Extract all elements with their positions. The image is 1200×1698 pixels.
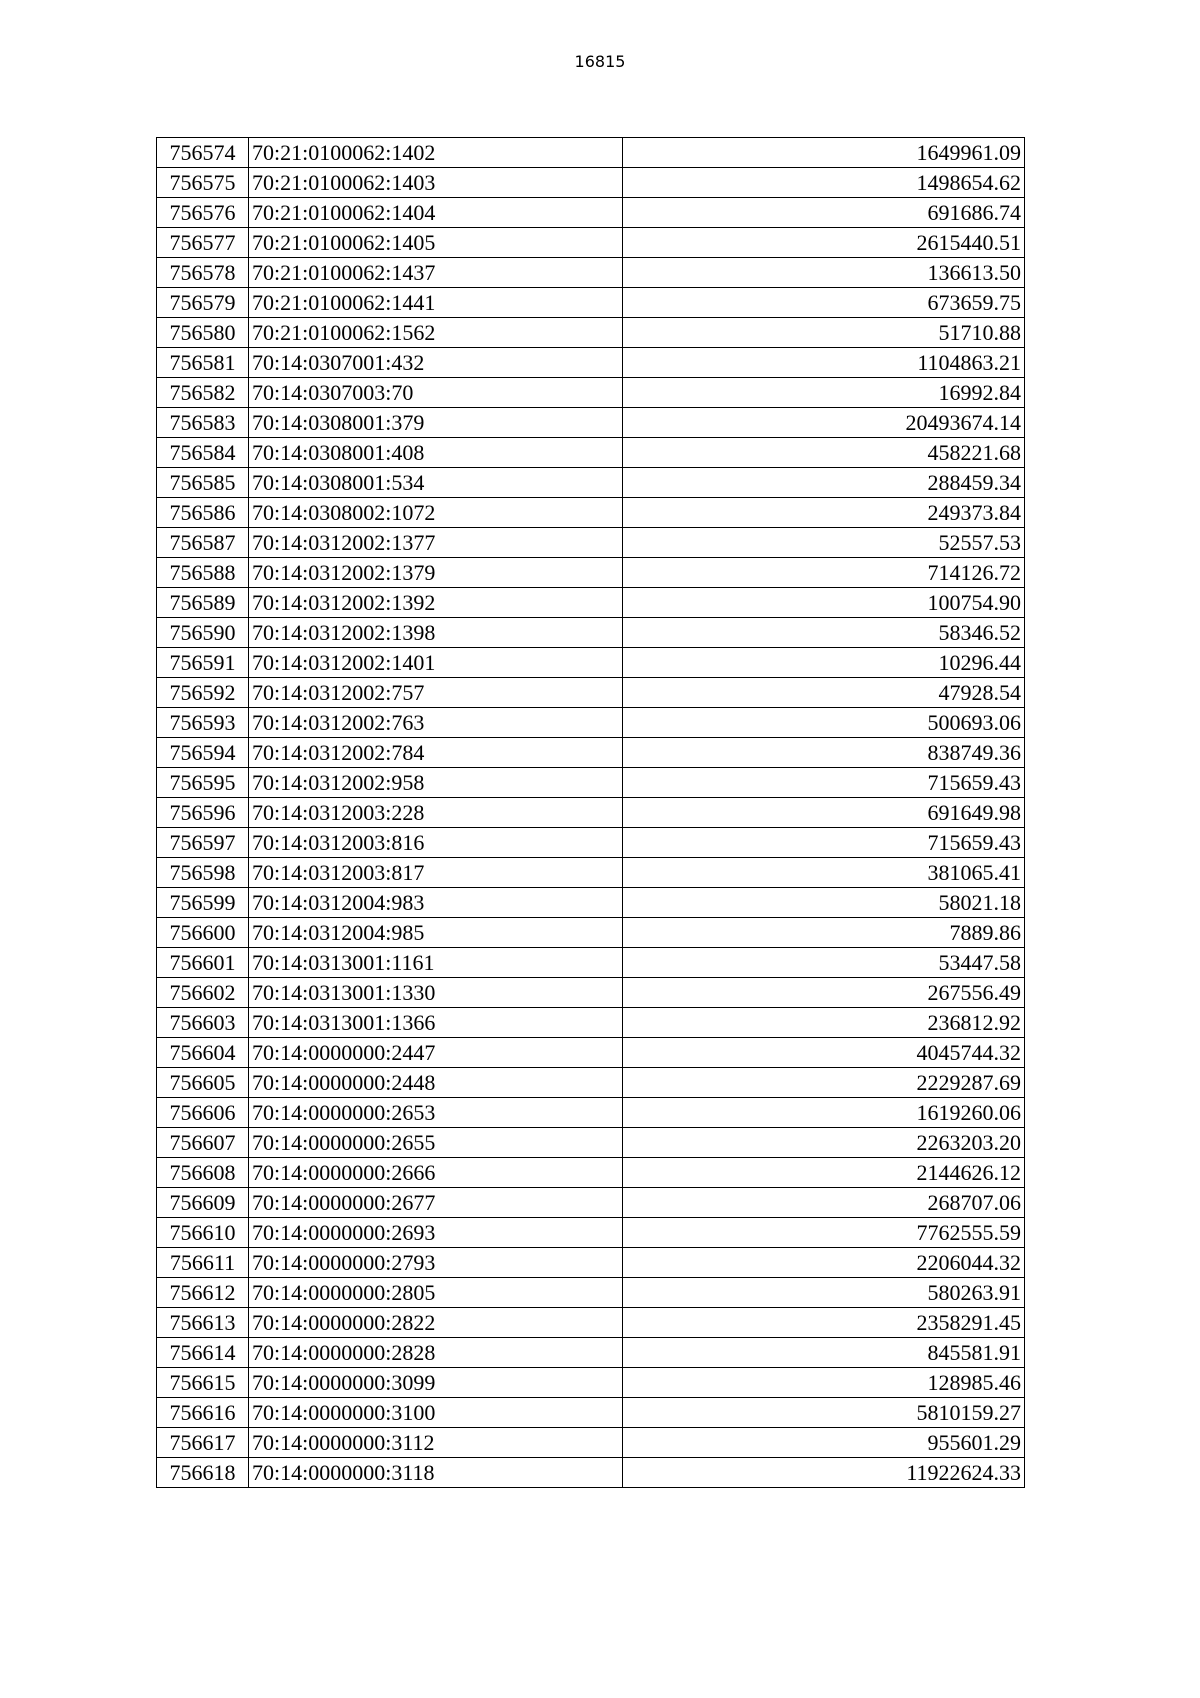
cadastral-number-cell: 70:14:0308001:408 (249, 438, 623, 468)
row-number-cell: 756587 (157, 528, 249, 558)
cadastral-number-cell: 70:14:0312003:816 (249, 828, 623, 858)
cadastral-number-cell: 70:14:0312002:763 (249, 708, 623, 738)
value-cell: 58346.52 (623, 618, 1025, 648)
table-row (157, 678, 1025, 708)
table-row (157, 1218, 1025, 1248)
cadastral-number-cell: 70:14:0312004:983 (249, 888, 623, 918)
table-row (157, 558, 1025, 588)
row-number-cell: 756577 (157, 228, 249, 258)
row-number-cell: 756613 (157, 1308, 249, 1338)
table-row (157, 1338, 1025, 1368)
row-number-cell: 756616 (157, 1398, 249, 1428)
value-cell: 580263.91 (623, 1278, 1025, 1308)
row-number-cell: 756605 (157, 1068, 249, 1098)
row-number-cell: 756597 (157, 828, 249, 858)
table-row (157, 918, 1025, 948)
value-cell: 7889.86 (623, 918, 1025, 948)
page-number: 16815 (574, 52, 626, 71)
cadastral-number-cell: 70:14:0312002:1379 (249, 558, 623, 588)
cadastral-number-cell: 70:14:0313001:1330 (249, 978, 623, 1008)
value-cell: 2358291.45 (623, 1308, 1025, 1338)
table-row (157, 828, 1025, 858)
value-cell: 288459.34 (623, 468, 1025, 498)
row-number-cell: 756585 (157, 468, 249, 498)
table-row (157, 888, 1025, 918)
cadastral-number-cell: 70:21:0100062:1403 (249, 168, 623, 198)
value-cell: 100754.90 (623, 588, 1025, 618)
cadastral-number-cell: 70:14:0000000:2447 (249, 1038, 623, 1068)
cadastral-value-table (156, 137, 1025, 1488)
table-row (157, 408, 1025, 438)
row-number-cell: 756583 (157, 408, 249, 438)
cadastral-number-cell: 70:14:0000000:2793 (249, 1248, 623, 1278)
value-cell: 267556.49 (623, 978, 1025, 1008)
cadastral-number-cell: 70:14:0312002:757 (249, 678, 623, 708)
row-number-cell: 756580 (157, 318, 249, 348)
table-row (157, 858, 1025, 888)
value-cell: 2615440.51 (623, 228, 1025, 258)
value-cell: 2229287.69 (623, 1068, 1025, 1098)
value-cell: 838749.36 (623, 738, 1025, 768)
row-number-cell: 756594 (157, 738, 249, 768)
table-row (157, 1038, 1025, 1068)
row-number-cell: 756575 (157, 168, 249, 198)
value-cell: 500693.06 (623, 708, 1025, 738)
cadastral-number-cell: 70:14:0000000:2828 (249, 1338, 623, 1368)
cadastral-number-cell: 70:14:0312002:1377 (249, 528, 623, 558)
value-cell: 20493674.14 (623, 408, 1025, 438)
cadastral-number-cell: 70:21:0100062:1562 (249, 318, 623, 348)
row-number-cell: 756602 (157, 978, 249, 1008)
value-cell: 10296.44 (623, 648, 1025, 678)
value-cell: 2206044.32 (623, 1248, 1025, 1278)
row-number-cell: 756591 (157, 648, 249, 678)
value-cell: 16992.84 (623, 378, 1025, 408)
cadastral-number-cell: 70:14:0000000:2822 (249, 1308, 623, 1338)
value-cell: 268707.06 (623, 1188, 1025, 1218)
value-cell: 11922624.33 (623, 1458, 1025, 1488)
table-row (157, 768, 1025, 798)
row-number-cell: 756599 (157, 888, 249, 918)
row-number-cell: 756578 (157, 258, 249, 288)
row-number-cell: 756593 (157, 708, 249, 738)
row-number-cell: 756615 (157, 1368, 249, 1398)
value-cell: 4045744.32 (623, 1038, 1025, 1068)
value-cell: 52557.53 (623, 528, 1025, 558)
row-number-cell: 756614 (157, 1338, 249, 1368)
row-number-cell: 756574 (157, 138, 249, 168)
value-cell: 2263203.20 (623, 1128, 1025, 1158)
cadastral-number-cell: 70:14:0312004:985 (249, 918, 623, 948)
value-cell: 51710.88 (623, 318, 1025, 348)
table-row (157, 648, 1025, 678)
row-number-cell: 756608 (157, 1158, 249, 1188)
cadastral-number-cell: 70:14:0312002:1398 (249, 618, 623, 648)
table-body (157, 138, 1025, 1488)
cadastral-number-cell: 70:14:0000000:2666 (249, 1158, 623, 1188)
row-number-cell: 756617 (157, 1428, 249, 1458)
value-cell: 47928.54 (623, 678, 1025, 708)
table-row (157, 528, 1025, 558)
table-row (157, 1098, 1025, 1128)
row-number-cell: 756606 (157, 1098, 249, 1128)
value-cell: 53447.58 (623, 948, 1025, 978)
cadastral-number-cell: 70:14:0312002:784 (249, 738, 623, 768)
table-row (157, 588, 1025, 618)
table-row (157, 498, 1025, 528)
row-number-cell: 756584 (157, 438, 249, 468)
cadastral-number-cell: 70:14:0000000:3118 (249, 1458, 623, 1488)
table-row (157, 138, 1025, 168)
value-cell: 58021.18 (623, 888, 1025, 918)
value-cell: 845581.91 (623, 1338, 1025, 1368)
cadastral-number-cell: 70:14:0000000:2677 (249, 1188, 623, 1218)
cadastral-number-cell: 70:14:0312002:1401 (249, 648, 623, 678)
value-cell: 1104863.21 (623, 348, 1025, 378)
cadastral-number-cell: 70:21:0100062:1441 (249, 288, 623, 318)
value-cell: 673659.75 (623, 288, 1025, 318)
table-row (157, 1458, 1025, 1488)
row-number-cell: 756588 (157, 558, 249, 588)
table-row (157, 468, 1025, 498)
value-cell: 714126.72 (623, 558, 1025, 588)
table-row (157, 1368, 1025, 1398)
cadastral-number-cell: 70:14:0312003:228 (249, 798, 623, 828)
row-number-cell: 756610 (157, 1218, 249, 1248)
table-row (157, 378, 1025, 408)
row-number-cell: 756596 (157, 798, 249, 828)
cadastral-number-cell: 70:21:0100062:1405 (249, 228, 623, 258)
value-cell: 249373.84 (623, 498, 1025, 528)
cadastral-number-cell: 70:14:0000000:3100 (249, 1398, 623, 1428)
value-cell: 691649.98 (623, 798, 1025, 828)
cadastral-number-cell: 70:14:0307003:70 (249, 378, 623, 408)
table-row (157, 288, 1025, 318)
table-row (157, 198, 1025, 228)
cadastral-number-cell: 70:14:0000000:2693 (249, 1218, 623, 1248)
table-row (157, 258, 1025, 288)
value-cell: 2144626.12 (623, 1158, 1025, 1188)
value-cell: 1619260.06 (623, 1098, 1025, 1128)
value-cell: 128985.46 (623, 1368, 1025, 1398)
cadastral-number-cell: 70:14:0313001:1366 (249, 1008, 623, 1038)
table-row (157, 978, 1025, 1008)
table-row (157, 348, 1025, 378)
value-cell: 458221.68 (623, 438, 1025, 468)
table-row (157, 1398, 1025, 1428)
row-number-cell: 756576 (157, 198, 249, 228)
row-number-cell: 756589 (157, 588, 249, 618)
row-number-cell: 756582 (157, 378, 249, 408)
cadastral-number-cell: 70:14:0000000:3112 (249, 1428, 623, 1458)
cadastral-number-cell: 70:14:0312003:817 (249, 858, 623, 888)
cadastral-number-cell: 70:14:0308001:534 (249, 468, 623, 498)
value-cell: 1498654.62 (623, 168, 1025, 198)
value-cell: 136613.50 (623, 258, 1025, 288)
row-number-cell: 756581 (157, 348, 249, 378)
row-number-cell: 756592 (157, 678, 249, 708)
row-number-cell: 756611 (157, 1248, 249, 1278)
cadastral-number-cell: 70:14:0307001:432 (249, 348, 623, 378)
table-row (157, 1158, 1025, 1188)
table-row (157, 948, 1025, 978)
cadastral-number-cell: 70:14:0313001:1161 (249, 948, 623, 978)
value-cell: 715659.43 (623, 828, 1025, 858)
value-cell: 381065.41 (623, 858, 1025, 888)
table-row (157, 168, 1025, 198)
value-cell: 691686.74 (623, 198, 1025, 228)
value-cell: 955601.29 (623, 1428, 1025, 1458)
table-row (157, 738, 1025, 768)
row-number-cell: 756603 (157, 1008, 249, 1038)
table-row (157, 798, 1025, 828)
cadastral-number-cell: 70:14:0312002:1392 (249, 588, 623, 618)
cadastral-number-cell: 70:14:0000000:2805 (249, 1278, 623, 1308)
row-number-cell: 756604 (157, 1038, 249, 1068)
value-cell: 5810159.27 (623, 1398, 1025, 1428)
row-number-cell: 756612 (157, 1278, 249, 1308)
table-row (157, 1278, 1025, 1308)
table-row (157, 318, 1025, 348)
cadastral-number-cell: 70:14:0308001:379 (249, 408, 623, 438)
table-row (157, 438, 1025, 468)
row-number-cell: 756601 (157, 948, 249, 978)
value-cell: 1649961.09 (623, 138, 1025, 168)
row-number-cell: 756598 (157, 858, 249, 888)
cadastral-number-cell: 70:14:0312002:958 (249, 768, 623, 798)
value-cell: 236812.92 (623, 1008, 1025, 1038)
cadastral-number-cell: 70:14:0000000:2655 (249, 1128, 623, 1158)
row-number-cell: 756590 (157, 618, 249, 648)
row-number-cell: 756579 (157, 288, 249, 318)
table-row (157, 1008, 1025, 1038)
cadastral-number-cell: 70:14:0000000:3099 (249, 1368, 623, 1398)
row-number-cell: 756595 (157, 768, 249, 798)
row-number-cell: 756609 (157, 1188, 249, 1218)
cadastral-number-cell: 70:14:0308002:1072 (249, 498, 623, 528)
table-row (157, 1068, 1025, 1098)
cadastral-number-cell: 70:14:0000000:2448 (249, 1068, 623, 1098)
value-cell: 7762555.59 (623, 1218, 1025, 1248)
cadastral-number-cell: 70:14:0000000:2653 (249, 1098, 623, 1128)
row-number-cell: 756600 (157, 918, 249, 948)
value-cell: 715659.43 (623, 768, 1025, 798)
table-row (157, 1308, 1025, 1338)
table-row (157, 1248, 1025, 1278)
cadastral-number-cell: 70:21:0100062:1404 (249, 198, 623, 228)
row-number-cell: 756607 (157, 1128, 249, 1158)
row-number-cell: 756586 (157, 498, 249, 528)
table-row (157, 1428, 1025, 1458)
cadastral-number-cell: 70:21:0100062:1437 (249, 258, 623, 288)
table-row (157, 228, 1025, 258)
row-number-cell: 756618 (157, 1458, 249, 1488)
table-row (157, 708, 1025, 738)
table-row (157, 1128, 1025, 1158)
table-row (157, 1188, 1025, 1218)
table-row (157, 618, 1025, 648)
cadastral-number-cell: 70:21:0100062:1402 (249, 138, 623, 168)
